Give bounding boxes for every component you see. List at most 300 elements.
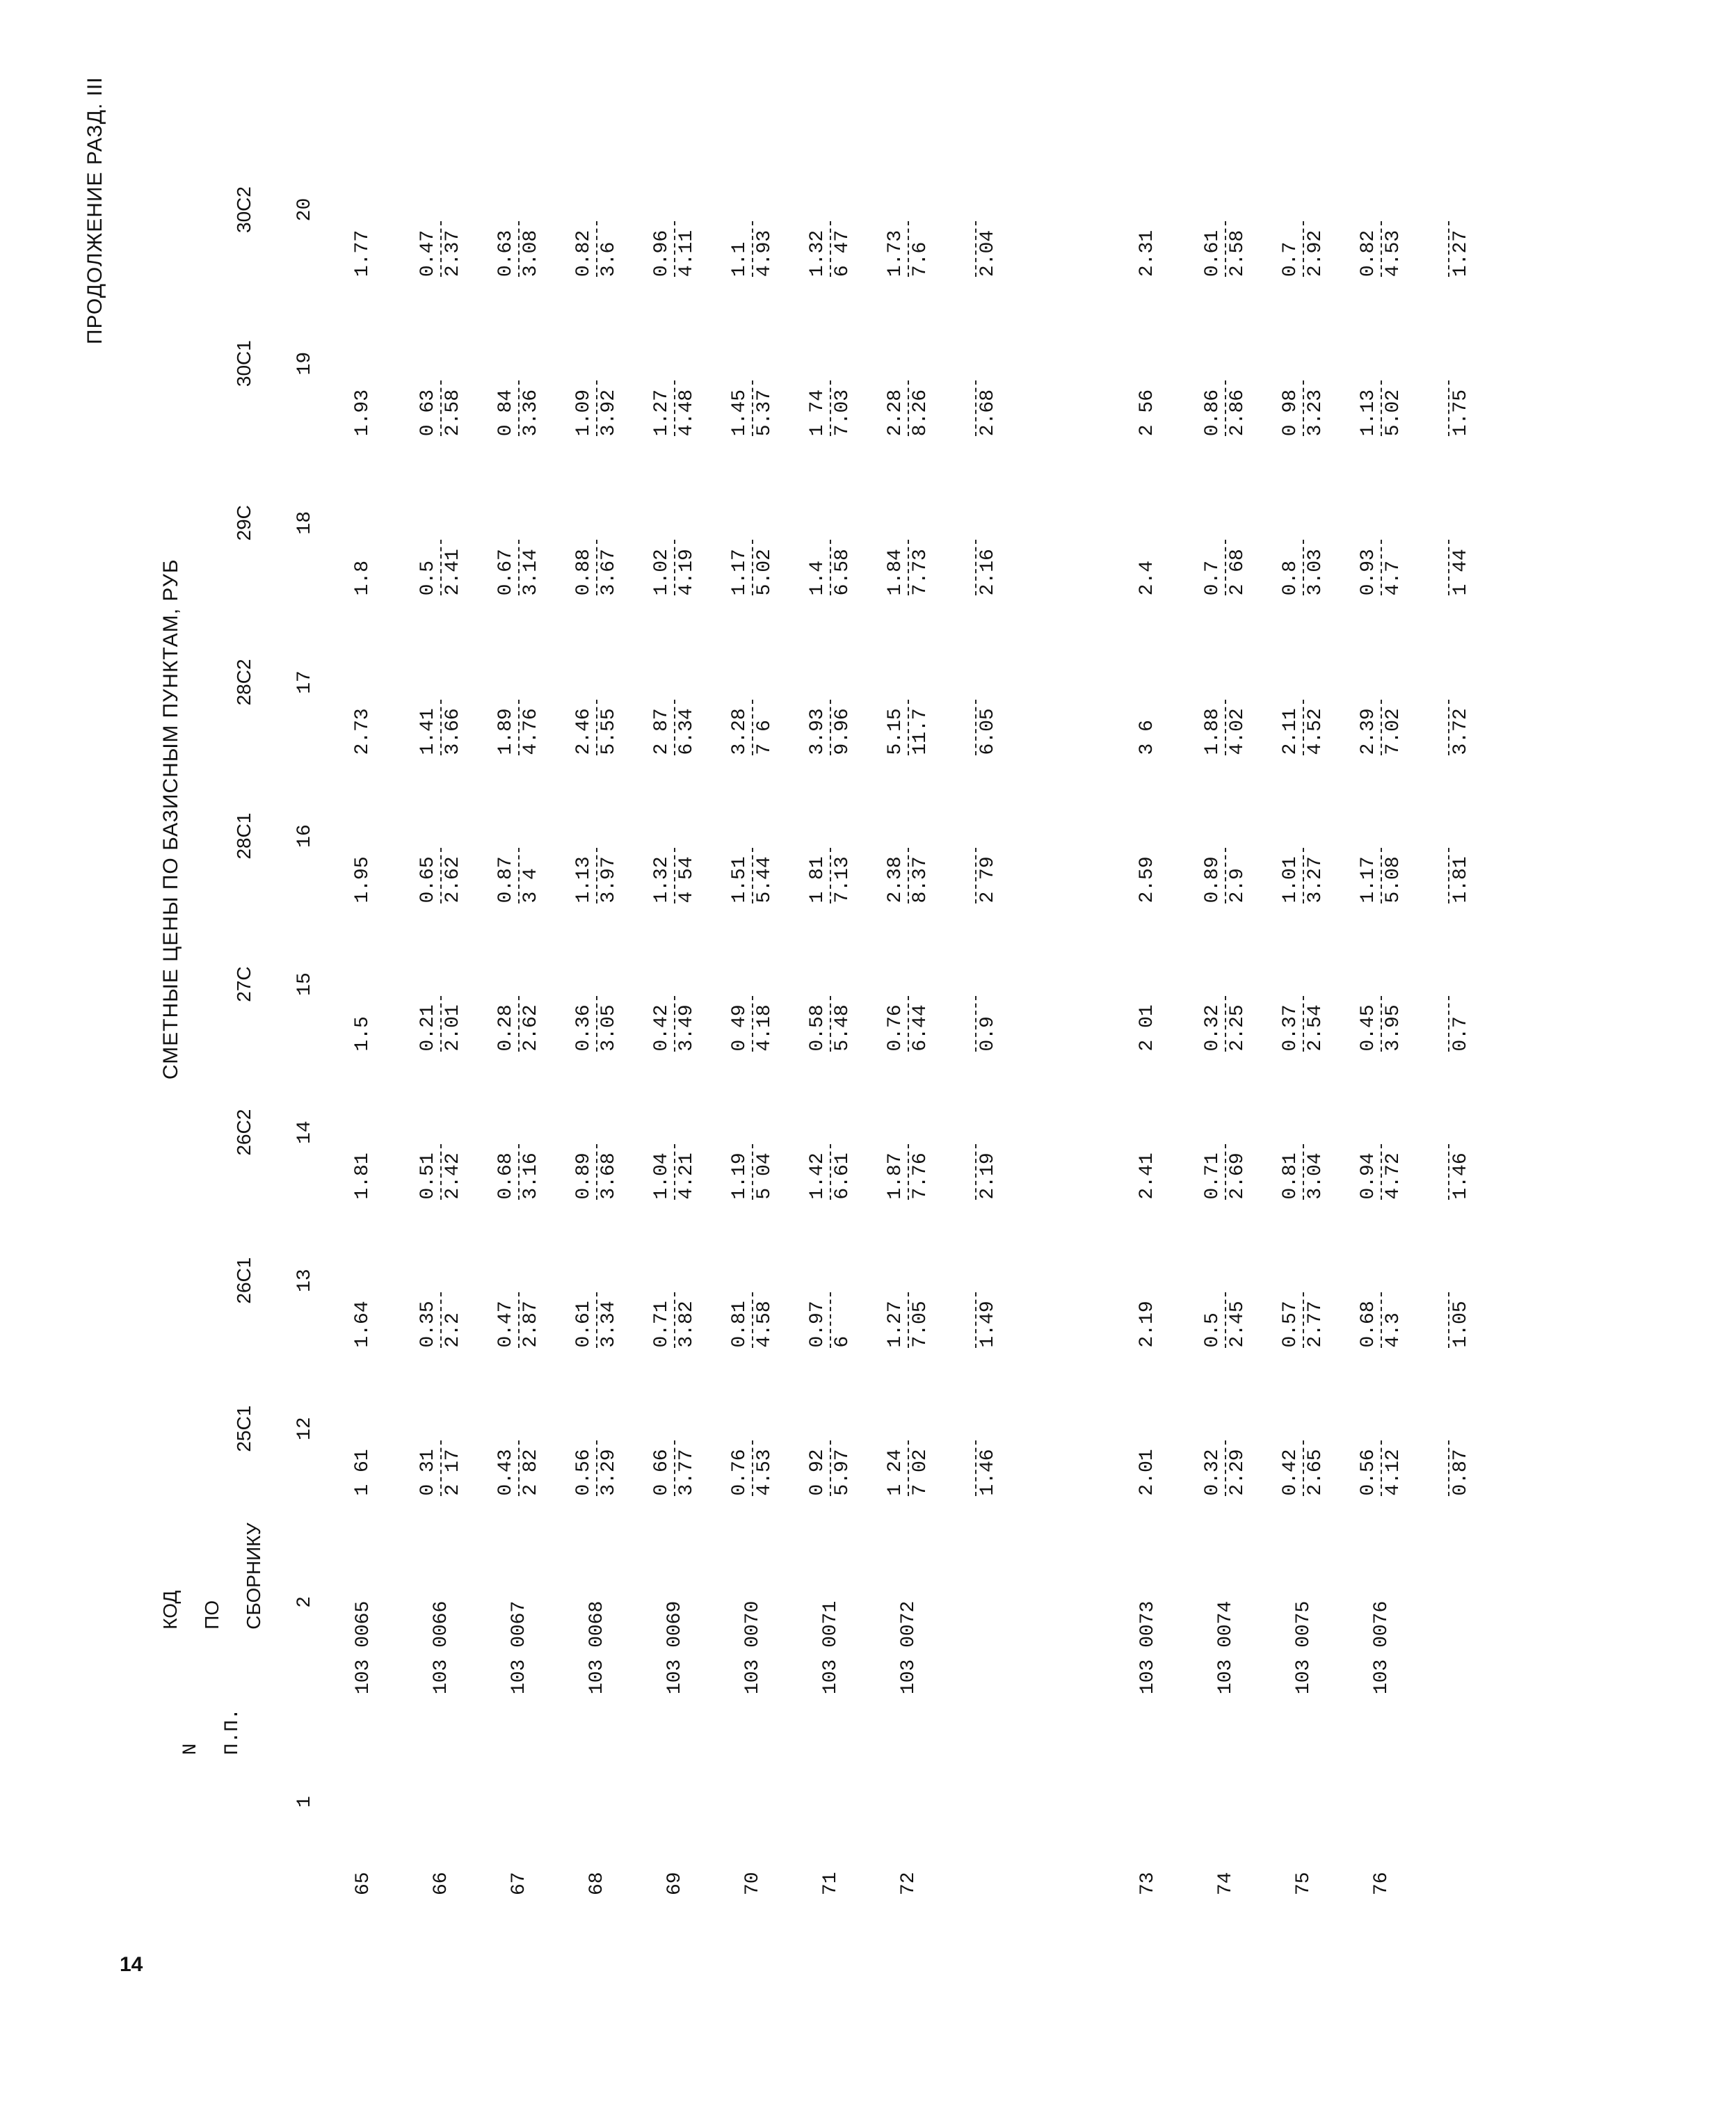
fraction-bar xyxy=(518,1292,520,1348)
price-denominator: 1.46 xyxy=(1450,1152,1472,1200)
price-cell xyxy=(1280,1440,1326,1496)
price-cell xyxy=(574,1440,620,1496)
price-numerator: 0.35 xyxy=(417,1301,439,1348)
col-code-label-2: ПО xyxy=(201,1600,223,1630)
price-numerator: 1.17 xyxy=(1358,856,1379,903)
price-cell xyxy=(807,540,853,595)
price-cell xyxy=(1447,1292,1472,1348)
price-cell xyxy=(885,700,931,755)
fraction-bar xyxy=(1225,1292,1226,1348)
price-numerator: 0.37 xyxy=(1280,1004,1301,1052)
price-value: 2.31 xyxy=(1136,230,1158,278)
fraction-bar xyxy=(596,1440,597,1496)
price-cell xyxy=(730,380,775,436)
fraction-bar xyxy=(908,1440,909,1496)
fraction-bar xyxy=(1225,540,1226,595)
price-denominator: 3.29 xyxy=(598,1449,620,1496)
price-numerator: 0.58 xyxy=(807,1004,828,1052)
table-row xyxy=(480,136,558,1902)
zone-header: 28С1 xyxy=(232,812,255,860)
price-numerator: 1.19 xyxy=(729,1152,750,1200)
price-denominator: 3.34 xyxy=(598,1301,620,1348)
table-row xyxy=(1420,136,1498,1902)
price-cell xyxy=(1358,1292,1404,1348)
price-cell xyxy=(418,540,464,595)
price-denominator: 0.7 xyxy=(1450,1016,1472,1052)
fraction-bar xyxy=(1225,848,1226,903)
price-numerator: 1.4 xyxy=(807,560,828,596)
price-cell xyxy=(1358,1440,1404,1496)
price-denominator: 2.68 xyxy=(977,389,999,437)
price-denominator: 7.02 xyxy=(1383,708,1404,755)
price-table xyxy=(139,136,1498,1902)
row-code: 103 0076 xyxy=(1370,1600,1392,1695)
row-code: 103 0066 xyxy=(430,1600,452,1695)
price-numerator: 1 81 xyxy=(807,856,828,903)
price-numerator: 0.89 xyxy=(573,1152,595,1200)
price-cell xyxy=(1280,1144,1326,1200)
price-numerator: 0.45 xyxy=(1358,1004,1379,1052)
fraction-bar xyxy=(752,221,753,277)
price-cell xyxy=(807,221,853,277)
price-denominator: 4.3 xyxy=(1383,1312,1404,1348)
fraction-bar xyxy=(830,221,831,277)
fraction-bar xyxy=(1381,1144,1382,1200)
row-number: 71 xyxy=(819,1872,842,1895)
price-numerator: 0.71 xyxy=(651,1301,673,1348)
price-numerator: 1.88 xyxy=(1202,708,1223,755)
price-denominator: 2.58 xyxy=(1227,230,1248,278)
price-cell xyxy=(974,1440,999,1496)
price-denominator: 7 02 xyxy=(910,1449,931,1496)
price-numerator: 0.76 xyxy=(885,1004,906,1052)
zone-header: 25С1 xyxy=(232,1405,255,1452)
fraction-bar xyxy=(1303,1144,1304,1200)
fraction-bar xyxy=(440,540,442,595)
price-cell xyxy=(1203,1440,1248,1496)
price-numerator: 1.42 xyxy=(807,1152,828,1200)
price-numerator: 1.17 xyxy=(729,549,750,596)
fraction-bar xyxy=(440,848,442,903)
fraction-bar xyxy=(1225,221,1226,277)
price-denominator: 9.96 xyxy=(832,708,853,755)
fraction-bar xyxy=(752,1144,753,1200)
price-denominator: 8.37 xyxy=(910,856,931,903)
price-cell xyxy=(652,700,698,755)
price-numerator: 1.89 xyxy=(495,708,517,755)
fraction-bar xyxy=(975,540,976,595)
fraction-bar xyxy=(1225,380,1226,436)
price-cell xyxy=(574,848,620,903)
price-denominator: 3.97 xyxy=(598,856,620,903)
column-number: 20 xyxy=(294,198,316,222)
price-value: 1.81 xyxy=(352,1152,373,1200)
price-cell xyxy=(807,1292,853,1348)
fraction-bar xyxy=(830,540,831,595)
fraction-bar xyxy=(674,700,675,755)
price-denominator: 6.05 xyxy=(977,708,999,755)
price-cell xyxy=(496,221,542,277)
fraction-bar xyxy=(674,221,675,277)
price-denominator: 5.08 xyxy=(1383,856,1404,903)
price-cell xyxy=(974,700,999,755)
price-cell xyxy=(1447,1144,1472,1200)
spacer-row xyxy=(1025,136,1109,1902)
fraction-bar xyxy=(1303,700,1304,755)
price-denominator: 2.42 xyxy=(442,1152,464,1200)
price-numerator: 0.21 xyxy=(417,1004,439,1052)
price-denominator: 3.95 xyxy=(1383,1004,1404,1052)
price-numerator: 0.47 xyxy=(495,1301,517,1348)
price-cell xyxy=(1280,221,1326,277)
price-denominator: 4.7 xyxy=(1383,560,1404,596)
price-denominator: 1.81 xyxy=(1450,856,1472,903)
fraction-bar xyxy=(975,380,976,436)
price-cell xyxy=(1447,848,1472,903)
price-cell xyxy=(1280,380,1326,436)
price-value: 1 61 xyxy=(352,1449,373,1496)
fraction-bar xyxy=(1381,540,1382,595)
fraction-bar xyxy=(830,1144,831,1200)
fraction-bar xyxy=(1303,1440,1304,1496)
fraction-bar xyxy=(752,996,753,1052)
column-number: 16 xyxy=(294,824,316,848)
row-number: 74 xyxy=(1214,1872,1237,1895)
price-denominator: 3.68 xyxy=(598,1152,620,1200)
price-cell xyxy=(1358,380,1404,436)
fraction-bar xyxy=(1225,700,1226,755)
price-denominator: 1.75 xyxy=(1450,389,1472,437)
col-n-label-2: П.П. xyxy=(222,1708,243,1756)
fraction-bar xyxy=(440,996,442,1052)
price-numerator: 0 31 xyxy=(417,1449,439,1496)
continuation-title: ПРОДОЛЖЕНИЕ РАЗД. III xyxy=(83,77,106,344)
price-value: 2.4 xyxy=(1136,560,1158,596)
fraction-bar xyxy=(596,221,597,277)
price-cell xyxy=(1280,996,1326,1052)
price-cell xyxy=(730,1440,775,1496)
price-numerator: 0.93 xyxy=(1358,549,1379,596)
price-denominator: 6.61 xyxy=(832,1152,853,1200)
price-numerator: 3.93 xyxy=(807,708,828,755)
price-cell xyxy=(574,700,620,755)
price-cell xyxy=(807,848,853,903)
fraction-bar xyxy=(440,221,442,277)
price-numerator: 0.81 xyxy=(1280,1152,1301,1200)
price-numerator: 0.89 xyxy=(1202,856,1223,903)
price-cell xyxy=(652,540,698,595)
price-value: 2.01 xyxy=(1136,1449,1158,1496)
price-cell xyxy=(1358,540,1404,595)
price-numerator: 0.63 xyxy=(495,230,517,278)
fraction-bar xyxy=(975,1440,976,1496)
price-denominator: 3.23 xyxy=(1305,389,1326,437)
price-cell xyxy=(574,1144,620,1200)
table-row xyxy=(1187,136,1264,1902)
price-cell xyxy=(885,996,931,1052)
col-code-label-3: СБОРНИКУ xyxy=(243,1523,264,1630)
price-cell xyxy=(885,221,931,277)
zone-header: 29С xyxy=(232,505,255,541)
price-denominator: 2.77 xyxy=(1305,1301,1326,1348)
fraction-bar xyxy=(440,1440,442,1496)
price-numerator: 1.87 xyxy=(885,1152,906,1200)
price-value: 2 01 xyxy=(1136,1004,1158,1052)
fraction-bar xyxy=(908,1292,909,1348)
fraction-bar xyxy=(596,996,597,1052)
fraction-bar xyxy=(1448,221,1449,277)
row-code: 103 0072 xyxy=(897,1600,919,1695)
fraction-bar xyxy=(596,1144,597,1200)
header-row-group xyxy=(139,136,203,1902)
fraction-bar xyxy=(596,1292,597,1348)
fraction-bar xyxy=(1303,380,1304,436)
price-numerator: 0 84 xyxy=(495,389,517,437)
fraction-bar xyxy=(830,700,831,755)
price-denominator: 1.05 xyxy=(1450,1301,1472,1348)
fraction-bar xyxy=(518,848,520,903)
table-row xyxy=(402,136,480,1902)
price-cell xyxy=(807,700,853,755)
price-numerator: 2.46 xyxy=(573,708,595,755)
fraction-bar xyxy=(518,996,520,1052)
price-cell xyxy=(1137,720,1158,755)
column-number: 14 xyxy=(294,1120,316,1144)
price-cell xyxy=(1358,848,1404,903)
price-denominator: 4.11 xyxy=(676,230,698,278)
price-numerator: 0.7 xyxy=(1202,560,1223,596)
column-number: 2 xyxy=(294,1596,316,1608)
table-row xyxy=(636,136,714,1902)
price-cell xyxy=(974,380,999,436)
price-numerator: 0.8 xyxy=(1280,560,1301,596)
fraction-bar xyxy=(1303,1292,1304,1348)
price-value: 2.19 xyxy=(1136,1301,1158,1348)
price-cell xyxy=(496,1144,542,1200)
price-denominator: 4.72 xyxy=(1383,1152,1404,1200)
price-denominator: 2.41 xyxy=(442,549,464,596)
price-denominator: 3.49 xyxy=(676,1004,698,1052)
price-cell xyxy=(652,380,698,436)
price-numerator: 0.7 xyxy=(1280,241,1301,278)
price-cell xyxy=(1203,996,1248,1052)
price-cell xyxy=(885,848,931,903)
price-cell xyxy=(730,1144,775,1200)
fraction-bar xyxy=(1225,1144,1226,1200)
price-numerator: 0.81 xyxy=(729,1301,750,1348)
price-cell xyxy=(885,1292,931,1348)
zone-header: 28С2 xyxy=(232,659,255,706)
fraction-bar xyxy=(518,1440,520,1496)
fraction-bar xyxy=(830,996,831,1052)
price-cell xyxy=(418,221,464,277)
fraction-bar xyxy=(1303,996,1304,1052)
price-denominator: 2.86 xyxy=(1227,389,1248,437)
price-numerator: 0 66 xyxy=(651,1449,673,1496)
price-numerator: 0 63 xyxy=(417,389,439,437)
fraction-bar xyxy=(975,700,976,755)
price-cell xyxy=(730,1292,775,1348)
price-cell xyxy=(730,221,775,277)
column-number: 18 xyxy=(294,511,316,535)
price-denominator: 5.02 xyxy=(1383,389,1404,437)
price-denominator: 2.62 xyxy=(442,856,464,903)
price-denominator: 2.69 xyxy=(1227,1152,1248,1200)
price-cell xyxy=(1280,1292,1326,1348)
table-row xyxy=(1264,136,1342,1902)
price-denominator: 2.16 xyxy=(977,549,999,596)
row-code: 103 0069 xyxy=(664,1600,686,1695)
price-cell xyxy=(974,848,999,903)
table-row xyxy=(324,136,402,1902)
price-cell xyxy=(574,380,620,436)
price-numerator: 1.32 xyxy=(651,856,673,903)
price-numerator: 0.61 xyxy=(573,1301,595,1348)
fraction-bar xyxy=(1381,700,1382,755)
price-numerator: 2.11 xyxy=(1280,708,1301,755)
price-cell xyxy=(1447,700,1472,755)
price-numerator: 0.56 xyxy=(1358,1449,1379,1496)
fraction-bar xyxy=(1448,700,1449,755)
column-number: 17 xyxy=(294,670,316,694)
fraction-bar xyxy=(518,700,520,755)
row-number: 75 xyxy=(1292,1872,1315,1895)
price-cell xyxy=(1447,380,1472,436)
fraction-bar xyxy=(908,700,909,755)
fraction-bar xyxy=(752,1440,753,1496)
price-denominator: 2.37 xyxy=(442,230,464,278)
price-numerator: 1.13 xyxy=(1358,389,1379,437)
row-number: 70 xyxy=(741,1872,764,1895)
price-denominator: 3.05 xyxy=(598,1004,620,1052)
price-denominator: 1.27 xyxy=(1450,230,1472,278)
price-cell xyxy=(730,848,775,903)
table-row xyxy=(558,136,636,1902)
price-cell xyxy=(353,230,373,277)
price-denominator: 4.93 xyxy=(754,230,775,278)
price-denominator: 11.7 xyxy=(910,708,931,755)
price-denominator: 3.16 xyxy=(520,1152,542,1200)
price-numerator: 1.13 xyxy=(573,856,595,903)
price-denominator: 5 04 xyxy=(754,1152,775,1200)
table-body xyxy=(324,136,1498,1902)
fraction-bar xyxy=(975,1292,976,1348)
fraction-bar xyxy=(596,380,597,436)
price-value: 1.93 xyxy=(352,389,373,437)
row-number: 66 xyxy=(430,1872,452,1895)
price-denominator: 6 xyxy=(832,1335,853,1348)
price-denominator: 5.44 xyxy=(754,856,775,903)
fraction-bar xyxy=(752,1292,753,1348)
price-denominator: 3.67 xyxy=(598,549,620,596)
price-denominator: 1 44 xyxy=(1450,549,1472,596)
price-numerator: 3.28 xyxy=(729,708,750,755)
price-denominator: 2.62 xyxy=(520,1004,542,1052)
price-value: 1.95 xyxy=(352,856,373,903)
price-numerator: 0.68 xyxy=(1358,1301,1379,1348)
price-cell xyxy=(1280,700,1326,755)
fraction-bar xyxy=(975,221,976,277)
price-denominator: 6.58 xyxy=(832,549,853,596)
fraction-bar xyxy=(1381,1292,1382,1348)
price-denominator: 3.14 xyxy=(520,549,542,596)
price-denominator: 3.08 xyxy=(520,230,542,278)
price-numerator: 0.82 xyxy=(573,230,595,278)
fraction-bar xyxy=(752,380,753,436)
fraction-bar xyxy=(908,1144,909,1200)
price-numerator: 0.56 xyxy=(573,1449,595,1496)
price-numerator: 1.32 xyxy=(807,230,828,278)
price-cell xyxy=(418,1440,464,1496)
price-numerator: 0.87 xyxy=(495,856,517,903)
price-cell xyxy=(1203,221,1248,277)
price-cell xyxy=(807,1440,853,1496)
fraction-bar xyxy=(1448,996,1449,1052)
fraction-bar xyxy=(1381,221,1382,277)
fraction-bar xyxy=(1448,1144,1449,1200)
price-value: 3 6 xyxy=(1136,720,1158,755)
price-denominator: 0.9 xyxy=(977,1016,999,1052)
price-denominator: 4.53 xyxy=(754,1449,775,1496)
fraction-bar xyxy=(1448,1440,1449,1496)
row-number: 68 xyxy=(586,1872,608,1895)
fraction-bar xyxy=(518,221,520,277)
col-n-label: N xyxy=(180,1743,202,1756)
price-denominator: 8.26 xyxy=(910,389,931,437)
row-code: 103 0068 xyxy=(586,1600,608,1695)
price-numerator: 0.51 xyxy=(417,1152,439,1200)
fraction-bar xyxy=(674,380,675,436)
price-value: 2.59 xyxy=(1136,856,1158,903)
price-cell xyxy=(1137,389,1158,436)
price-denominator: 3 4 xyxy=(520,868,542,903)
price-denominator: 4.18 xyxy=(754,1004,775,1052)
price-numerator: 0 49 xyxy=(729,1004,750,1052)
price-denominator: 4.02 xyxy=(1227,708,1248,755)
table-row xyxy=(1109,136,1187,1902)
price-cell xyxy=(1137,1449,1158,1495)
price-denominator: 2.65 xyxy=(1305,1449,1326,1496)
column-number: 13 xyxy=(294,1269,316,1292)
price-cell xyxy=(1203,1144,1248,1200)
fraction-bar xyxy=(518,380,520,436)
price-numerator: 0.86 xyxy=(1202,389,1223,437)
price-denominator: 3.77 xyxy=(676,1449,698,1496)
price-numerator: 2.39 xyxy=(1358,708,1379,755)
price-denominator: 4.76 xyxy=(520,708,542,755)
price-cell xyxy=(574,540,620,595)
price-numerator: 2.28 xyxy=(885,389,906,437)
fraction-bar xyxy=(1448,848,1449,903)
fraction-bar xyxy=(674,540,675,595)
price-denominator: 4.19 xyxy=(676,549,698,596)
price-denominator: 2 79 xyxy=(977,856,999,903)
fraction-bar xyxy=(908,540,909,595)
price-numerator: 2.38 xyxy=(885,856,906,903)
price-denominator: 3.82 xyxy=(676,1301,698,1348)
price-value: 1.77 xyxy=(352,230,373,278)
price-denominator: 7.76 xyxy=(910,1152,931,1200)
fraction-bar xyxy=(752,700,753,755)
price-numerator: 1.73 xyxy=(885,230,906,278)
column-number: 12 xyxy=(294,1417,316,1440)
price-numerator: 0.57 xyxy=(1280,1301,1301,1348)
fraction-bar xyxy=(674,848,675,903)
fraction-bar xyxy=(830,1440,831,1496)
price-cell xyxy=(652,221,698,277)
price-value: 2.73 xyxy=(352,708,373,755)
price-numerator: 5.15 xyxy=(885,708,906,755)
